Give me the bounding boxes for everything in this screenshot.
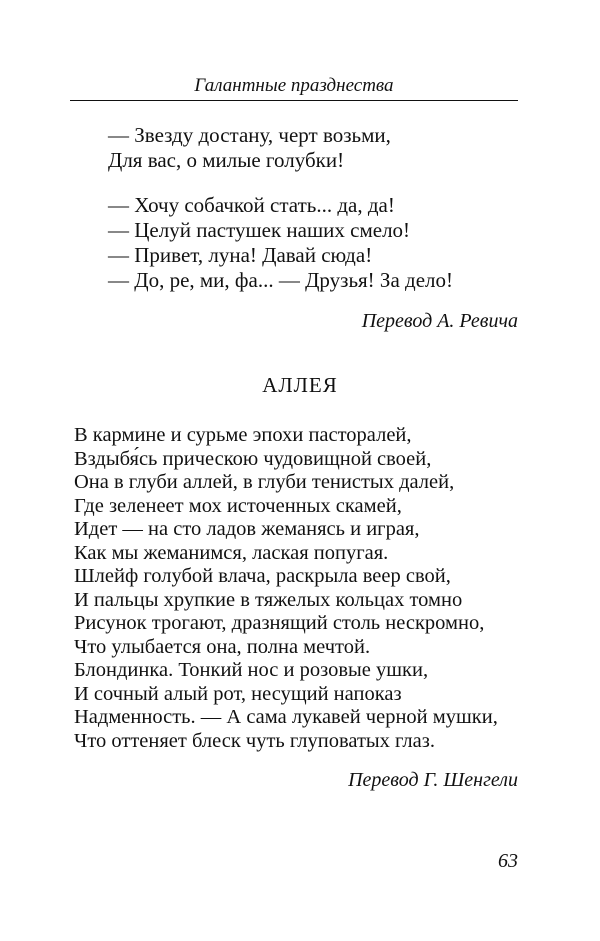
verse-line: И пальцы хрупкие в тяжелых кольцах томно xyxy=(74,588,463,611)
verse-line: Рисунок трогают, дразнящий столь нескромно, xyxy=(74,612,485,634)
header-rule xyxy=(70,100,518,101)
verse-line: Она в глуби аллей, в глуби тенистых далей, xyxy=(74,471,455,493)
verse-line: Надменность. — А сама лукавей черной мушки, xyxy=(74,706,498,728)
verse-line: — Хочу собачкой стать... да, да! xyxy=(108,193,395,217)
verse-line: Блондинка. Тонкий нос и розовые ушки, xyxy=(74,659,429,681)
verse-line: Что оттеняет блеск чуть глуповатых глаз. xyxy=(74,729,435,752)
verse-line: — Привет, луна! Давай сюда! xyxy=(108,243,373,267)
poem1-stanza-1 xyxy=(108,123,391,173)
running-header: Галантные празднества xyxy=(194,75,394,96)
verse-line: Как мы жеманимся, лаская попугая. xyxy=(74,541,389,564)
poem-title: АЛЛЕЯ xyxy=(262,373,338,397)
verse-line: Что улыбается она, полна мечтой. xyxy=(74,635,371,658)
verse-line: — До, ре, ми, фа... — Друзья! За дело! xyxy=(108,268,453,292)
page-number: 63 xyxy=(498,850,518,872)
verse-line: Где зеленеет мох источенных скамей, xyxy=(74,494,402,517)
verse-line: — Целуй пастушек наших смело! xyxy=(108,218,411,242)
poem2-body xyxy=(74,424,498,753)
verse-line: В кармине и сурьме эпохи пасторалей, xyxy=(74,424,412,446)
translator-credit: Перевод Г. Шенгели xyxy=(348,769,518,791)
verse-line: Идет — на сто ладов жеманясь и играя, xyxy=(74,518,420,540)
verse-line: И сочный алый рот, несущий напоказ xyxy=(74,682,402,705)
poem1-stanza-2 xyxy=(108,193,453,293)
verse-line: Для вас, о милые голубки! xyxy=(108,148,345,172)
translator-credit: Перевод А. Ревича xyxy=(361,310,518,332)
verse-line: Шлейф голубой влача, раскрыла веер свой, xyxy=(74,565,451,587)
verse-line: Вздыбя́сь прическою чудовищной своей, xyxy=(74,447,432,470)
verse-line: — Звезду достану, черт возьми, xyxy=(108,123,391,147)
